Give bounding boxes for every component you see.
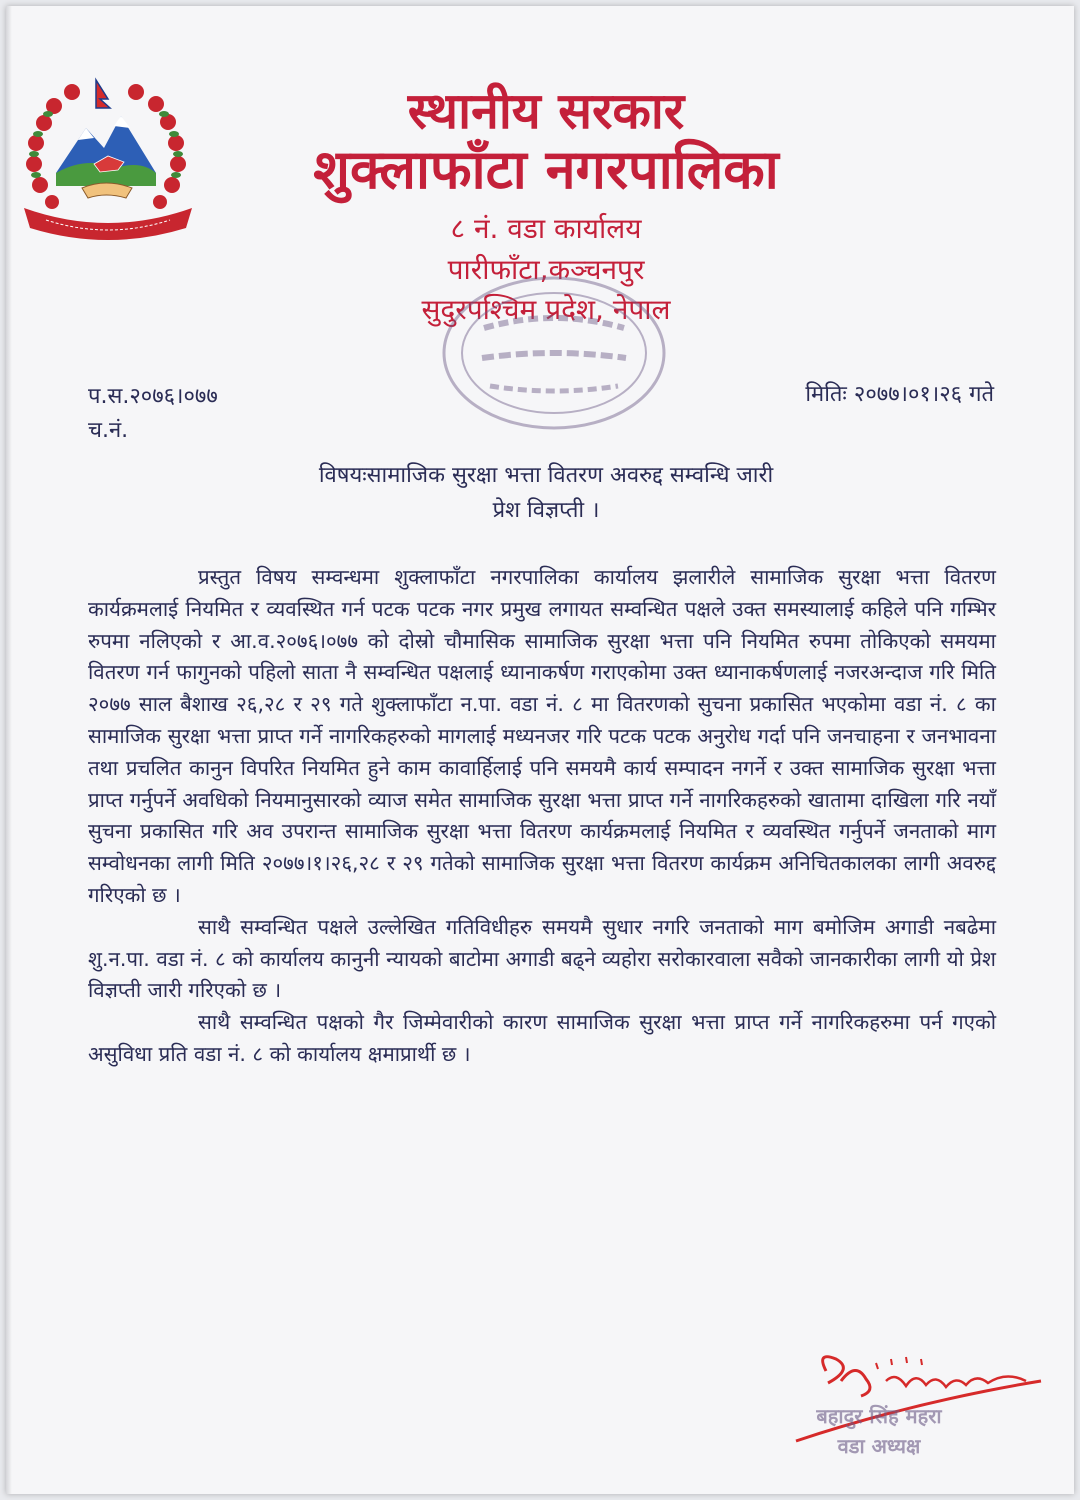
document-page bbox=[6, 6, 1074, 1494]
signatory-name: बहादुर सिंह महरा bbox=[816, 1404, 942, 1428]
nepal-emblem-icon bbox=[16, 68, 201, 248]
reference-block bbox=[88, 380, 218, 448]
office-stamp-icon bbox=[434, 268, 674, 438]
subject-line-1: विषयःसामाजिक सुरक्षा भत्ता वितरण अवरुद्द सम्वन्धि जारी bbox=[318, 463, 774, 488]
subject-block bbox=[156, 458, 936, 528]
local-government-title: स्थानीय सरकार bbox=[407, 82, 685, 140]
letter-body bbox=[88, 562, 996, 1071]
body-paragraph-1: प्रस्तुत विषय सम्वन्धमा शुक्लाफाँटा नगरपालिका कार्यालय झलारीले सामाजिक सुरक्षा भत्ता वितरण कार्यक्रमलाई नियमित र व्यवस्थित गर्न पटक पटक नगर प्रमुख लगायत सम्वन्धित पक्षले उक्त समस्यालाई कहिले पनि गम्भिर रुपमा नलिएको र आ.व.२०७६।०७७ को दोस्रो चौमासिक सामाजिक सुरक्षा भत्ता पनि नियमित रुपमा तोकिएको समयमा वितरण गर्न फागुनको पहिलो साता नै सम्वन्धित पक्षलाई ध्यानाकर्षण गराएकोमा उक्त ध्यानाकर्षणलाई नजरअन्दाज गरि मिति २०७७ साल बैशाख २६,२८ र २९ गते शुक्लाफाँटा न.पा. वडा नं. ८ मा वितरणको सुचना प्रकासित भएकोमा वडा नं. ८ का सामाजिक सुरक्षा भत्ता प्राप्त गर्ने नागरिकहरुको मागलाई मध्यनजर गरि पटक पटक अनुरोध गर्दा पनि जनचाहना र जनभावना तथा प्रचलित कानुन विपरित नियमित हुने काम कावार्हिलाई पनि समयमै कार्य सम्पादन नगर्ने र उक्त सामाजिक सुरक्षा भत्ता प्राप्त गर्नुपर्ने अवधिको नियमानुसारको व्याज समेत सामाजिक सुरक्षा भत्ता प्राप्त गर्ने नागरिकहरुको खातामा दाखिला गरि नयाँ सुचना प्रकासित गरि अव उपरान्त सामाजिक सुरक्षा भत्ता वितरण कार्यक्रमलाई नियमित र व्यवस्थित गर्नुपर्ने जनताको माग सम्वोधनका लागी मिति २०७७।१।२६,२८ र २९ गतेको सामाजिक सुरक्षा भत्ता वितरण कार्यक्रम अनिचितकालका लागी अवरुद्द गरिएको छ । bbox=[88, 565, 996, 907]
ward-office-line: ८ नं. वडा कार्यालय bbox=[450, 212, 642, 246]
address-line: पारीफाँटा,कञ्चनपुर bbox=[447, 252, 645, 286]
sheet-edge bbox=[6, 6, 12, 1494]
fiscal-year-reference: प.स.२०७६।०७७ bbox=[88, 384, 218, 409]
body-paragraph-2: साथै सम्वन्धित पक्षले उल्लेखित गतिविधीहरु समयमै सुधार नगरि जनताको माग बमोजिम अगाडी नबढेमा शु.न.पा. वडा नं. ८ को कार्यालय कानुनी न्यायको बाटोमा अगाडी बढ्ने व्यहोरा सरोकारवाला सवैको जानकारीका लागी यो प्रेश विज्ञप्ती जारी गरिएको छ । bbox=[88, 914, 996, 1003]
province-line: सुदुरपश्चिम प्रदेश, नेपाल bbox=[421, 293, 671, 327]
subject-line-2: प्रेश विज्ञप्ती । bbox=[492, 498, 600, 524]
municipality-title: शुक्लाफाँटा नगरपालिका bbox=[313, 138, 779, 201]
dispatch-number: च.नं. bbox=[88, 418, 129, 444]
signatory-title: वडा अध्यक्ष bbox=[837, 1434, 921, 1458]
letter-date: मितिः २०७७।०१।२६ गते bbox=[805, 382, 994, 407]
signatory-block bbox=[784, 1401, 974, 1461]
body-paragraph-3: साथै सम्वन्धित पक्षको गैर जिम्मेवारीको कारण सामाजिक सुरक्षा भत्ता प्राप्त गर्ने नागरिकहरुमा पर्न गएको असुविधा प्रति वडा नं. ८ को कार्यालय क्षमाप्रार्थी छ । bbox=[88, 1010, 996, 1066]
